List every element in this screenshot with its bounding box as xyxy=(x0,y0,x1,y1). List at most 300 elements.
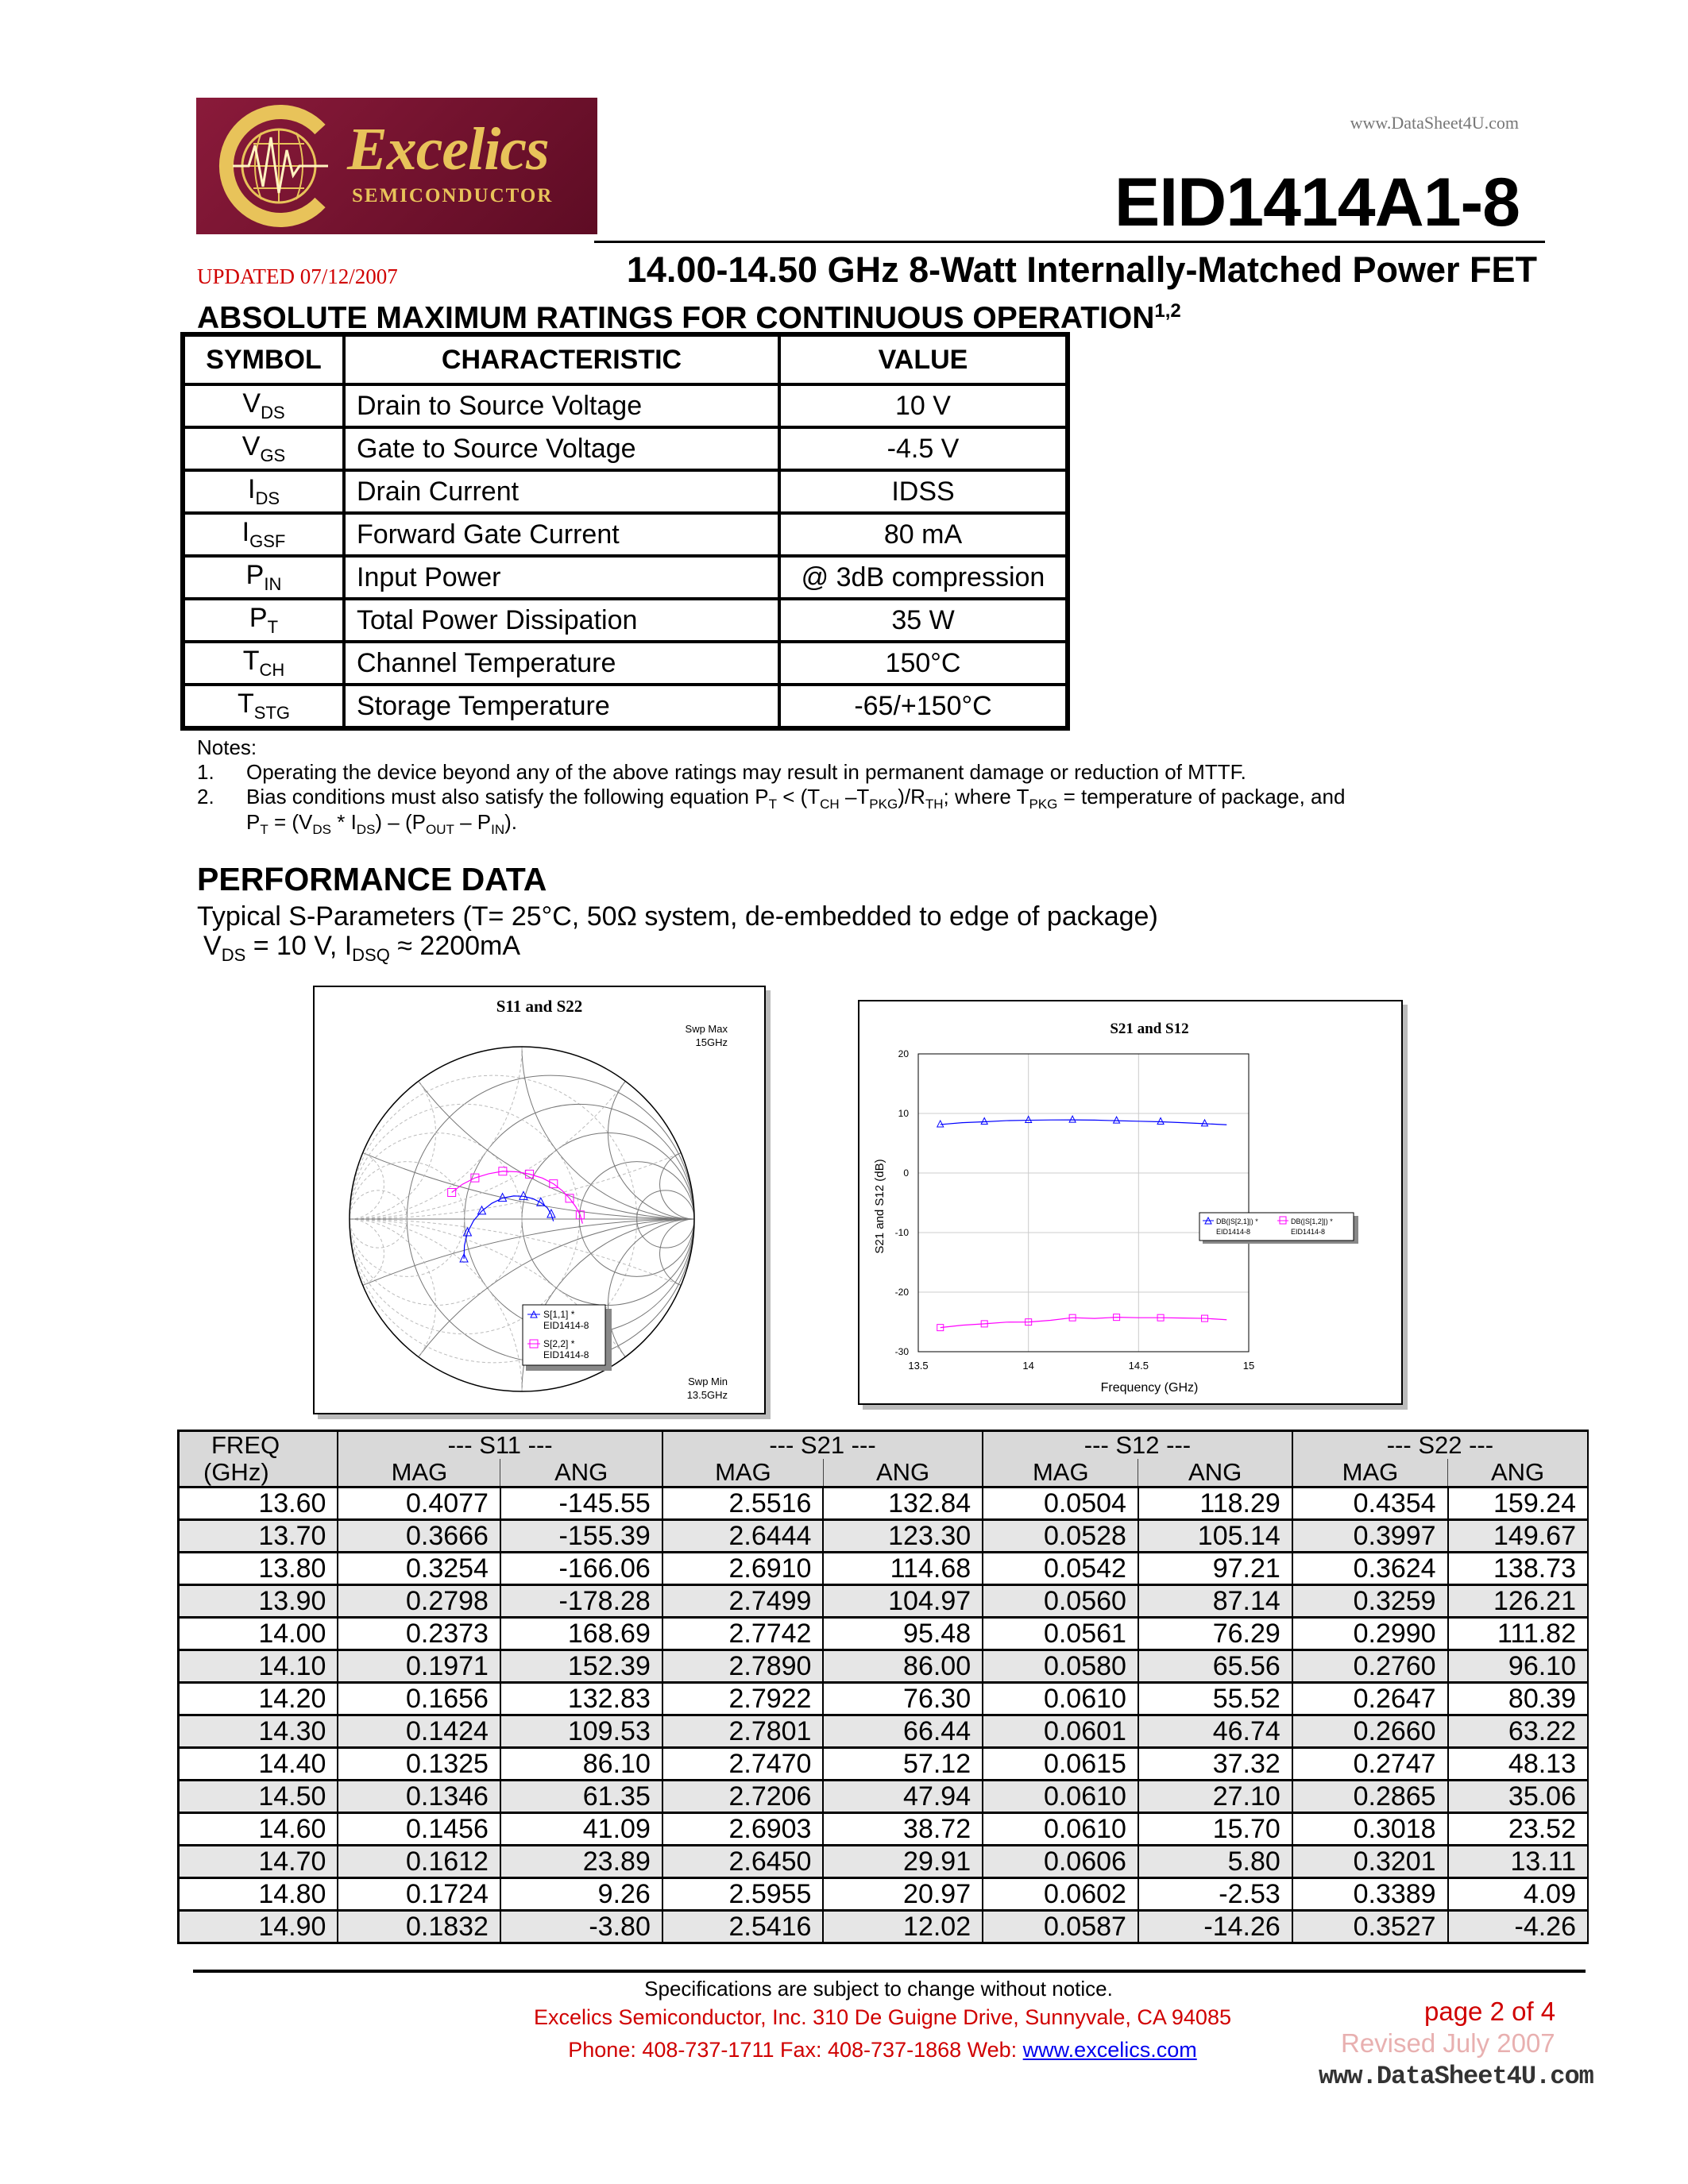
revised-date: Revised July 2007 xyxy=(1341,2028,1555,2058)
table-cell: 14.80 xyxy=(179,1878,338,1911)
table-row xyxy=(179,1846,1589,1878)
product-subtitle: 14.00-14.50 GHz 8-Watt Internally-Matched Power FET xyxy=(626,249,1537,290)
table-cell: 2.5955 xyxy=(662,1878,824,1911)
table-cell: 0.0610 xyxy=(983,1813,1138,1846)
symbol: T xyxy=(237,689,254,720)
table-row xyxy=(179,1683,1589,1715)
sub: TH xyxy=(925,797,944,812)
note-2-text: < (T xyxy=(776,785,821,808)
table-cell: 159.24 xyxy=(1448,1488,1588,1520)
symbol-cell xyxy=(183,599,344,642)
table-cell: 2.6450 xyxy=(662,1846,824,1878)
table-cell: 0.1346 xyxy=(338,1781,500,1813)
sub: IN xyxy=(491,822,505,838)
characteristic-cell: Forward Gate Current xyxy=(344,513,779,556)
subheader-ang: ANG xyxy=(823,1459,983,1488)
note-text: – P xyxy=(454,810,492,834)
table-cell: 123.30 xyxy=(823,1520,983,1553)
note-2-text: Bias conditions must also satisfy the following equation P xyxy=(246,785,769,808)
table-cell: 0.2647 xyxy=(1292,1683,1448,1715)
subheader-freq-unit: (GHz) xyxy=(179,1459,338,1488)
typical-sparams-caption: Typical S-Parameters (T= 25°C, 50Ω system, de-embedded to edge of package) xyxy=(197,901,1158,932)
table-cell: 0.3254 xyxy=(338,1553,500,1585)
table-cell: 2.5516 xyxy=(662,1488,824,1520)
symbol-subscript: IN xyxy=(264,573,282,594)
note-2 xyxy=(197,785,1345,812)
ratings-row xyxy=(183,384,1068,427)
header-s12: --- S12 --- xyxy=(983,1431,1292,1460)
legend-s12: DB(|S[1,2]|) * xyxy=(1291,1217,1333,1225)
sub: OUT xyxy=(426,822,454,838)
table-cell: 48.13 xyxy=(1448,1748,1588,1781)
ratings-heading-sup: 1,2 xyxy=(1154,300,1181,322)
table-cell: 35.06 xyxy=(1448,1781,1588,1813)
ratings-row xyxy=(183,427,1068,470)
table-cell: 20.97 xyxy=(823,1878,983,1911)
ratings-table xyxy=(180,332,1070,731)
watermark-bottom: www.DataSheet4U.com xyxy=(1319,2062,1593,2091)
table-cell: 132.84 xyxy=(823,1488,983,1520)
y-tick-label: -20 xyxy=(894,1287,909,1298)
note-1-text: Operating the device beyond any of the above ratings may result in permanent damage or reduction of MTTF. xyxy=(246,760,1246,784)
table-cell: 138.73 xyxy=(1448,1553,1588,1585)
note-1-num: 1. xyxy=(197,760,214,784)
note-2-text: )/R xyxy=(898,785,925,808)
table-row xyxy=(179,1520,1589,1553)
plot-area xyxy=(918,1054,1249,1352)
table-cell: 0.0560 xyxy=(983,1585,1138,1618)
characteristic-cell: Drain Current xyxy=(344,470,779,513)
table-cell: 2.6903 xyxy=(662,1813,824,1846)
table-cell: 0.2760 xyxy=(1292,1650,1448,1683)
table-cell: 14.70 xyxy=(179,1846,338,1878)
subheader-mag: MAG xyxy=(662,1459,824,1488)
symbol: T xyxy=(242,646,260,677)
s21-s12-chart-svg xyxy=(859,1001,1401,1403)
table-cell: 55.52 xyxy=(1138,1683,1292,1715)
table-cell: 13.70 xyxy=(179,1520,338,1553)
s21-s12-chart xyxy=(858,1000,1403,1405)
susceptance-arc xyxy=(350,1153,384,1219)
note-text: P xyxy=(246,810,261,834)
col-symbol: SYMBOL xyxy=(183,334,344,384)
symbol: V xyxy=(241,431,261,462)
ratings-row xyxy=(183,599,1068,642)
legend-s22-device: EID1414-8 xyxy=(543,1349,589,1360)
table-cell: 97.21 xyxy=(1138,1553,1292,1585)
sweep-max-label: Swp Max xyxy=(685,1023,728,1035)
bias-conditions xyxy=(203,931,520,966)
table-row xyxy=(179,1748,1589,1781)
note-2-line2 xyxy=(246,810,517,838)
table-cell: 0.0504 xyxy=(983,1488,1138,1520)
s21-point xyxy=(1157,1118,1164,1125)
symbol-cell xyxy=(183,513,344,556)
subheader-ang: ANG xyxy=(500,1459,662,1488)
table-cell: 14.30 xyxy=(179,1715,338,1748)
s21-point xyxy=(937,1121,944,1127)
sparameter-table xyxy=(177,1430,1589,1944)
globe-c-icon xyxy=(201,98,344,234)
table-cell: 0.3624 xyxy=(1292,1553,1448,1585)
symbol-cell xyxy=(183,427,344,470)
symbol-cell xyxy=(183,470,344,513)
value-cell: -4.5 V xyxy=(779,427,1068,470)
table-cell: -145.55 xyxy=(500,1488,662,1520)
sweep-min-label: Swp Min xyxy=(688,1376,728,1387)
table-cell: -2.53 xyxy=(1138,1878,1292,1911)
note-text: = (V xyxy=(268,810,313,834)
table-cell: 0.0610 xyxy=(983,1781,1138,1813)
page-number: page 2 of 4 xyxy=(1424,1997,1556,2026)
table-row xyxy=(179,1585,1589,1618)
reactance-arc xyxy=(608,1219,694,1357)
table-cell: 126.21 xyxy=(1448,1585,1588,1618)
note-text: * I xyxy=(331,810,357,834)
table-cell: 76.30 xyxy=(823,1683,983,1715)
symbol-subscript: DS xyxy=(255,488,280,508)
sub: T xyxy=(768,797,777,812)
table-row xyxy=(179,1618,1589,1650)
table-cell: 2.6444 xyxy=(662,1520,824,1553)
table-cell: 13.11 xyxy=(1448,1846,1588,1878)
ratings-row xyxy=(183,685,1068,728)
value-cell: 35 W xyxy=(779,599,1068,642)
table-cell: 14.40 xyxy=(179,1748,338,1781)
x-tick-label: 14.5 xyxy=(1128,1360,1149,1372)
susceptance-arc xyxy=(350,1219,436,1357)
table-cell: -14.26 xyxy=(1138,1911,1292,1943)
header-s22: --- S22 --- xyxy=(1292,1431,1588,1460)
x-tick-label: 13.5 xyxy=(908,1360,929,1372)
table-cell: 0.0602 xyxy=(983,1878,1138,1911)
sub: DS xyxy=(221,944,246,965)
table-row xyxy=(179,1911,1589,1943)
sub: PKG xyxy=(869,797,898,812)
sweep-min-value: 13.5GHz xyxy=(686,1389,728,1401)
table-cell: 2.7499 xyxy=(662,1585,824,1618)
legend-s22: S[2,2] * xyxy=(543,1338,575,1349)
subheader-ang: ANG xyxy=(1448,1459,1588,1488)
table-cell: 4.09 xyxy=(1448,1878,1588,1911)
table-cell: 0.2990 xyxy=(1292,1618,1448,1650)
subheader-mag: MAG xyxy=(983,1459,1138,1488)
legend-s12-device: EID1414-8 xyxy=(1291,1228,1326,1236)
footer-rule xyxy=(193,1970,1586,1973)
table-cell: 132.83 xyxy=(500,1683,662,1715)
table-cell: 65.56 xyxy=(1138,1650,1292,1683)
table-cell: 15.70 xyxy=(1138,1813,1292,1846)
sub: PKG xyxy=(1029,797,1058,812)
table-cell: 14.00 xyxy=(179,1618,338,1650)
y-axis-label: S21 and S12 (dB) xyxy=(873,1159,886,1254)
table-cell: 86.10 xyxy=(500,1748,662,1781)
y-tick-label: -10 xyxy=(894,1227,909,1238)
sub: DS xyxy=(356,822,376,838)
characteristic-cell: Total Power Dissipation xyxy=(344,599,779,642)
value-cell: 150°C xyxy=(779,642,1068,685)
note-2-num: 2. xyxy=(197,785,214,808)
ratings-heading xyxy=(197,294,1181,336)
table-cell: 61.35 xyxy=(500,1781,662,1813)
table-cell: 0.2660 xyxy=(1292,1715,1448,1748)
symbol-subscript: DS xyxy=(261,402,285,423)
table-cell: 57.12 xyxy=(823,1748,983,1781)
table-row xyxy=(179,1781,1589,1813)
table-cell: 149.67 xyxy=(1448,1520,1588,1553)
note-text: ) – (P xyxy=(375,810,426,834)
table-cell: 2.7922 xyxy=(662,1683,824,1715)
s21-point xyxy=(1202,1120,1208,1126)
subheader-mag: MAG xyxy=(1292,1459,1448,1488)
note-2-text: ; where T xyxy=(943,785,1029,808)
table-cell: 0.1456 xyxy=(338,1813,500,1846)
symbol-subscript: T xyxy=(267,616,279,637)
table-cell: 0.2865 xyxy=(1292,1781,1448,1813)
table-cell: 0.0615 xyxy=(983,1748,1138,1781)
value-cell: 80 mA xyxy=(779,513,1068,556)
ratings-heading-text: ABSOLUTE MAXIMUM RATINGS FOR CONTINUOUS OPERATION xyxy=(197,301,1155,335)
y-tick-label: 20 xyxy=(898,1048,909,1059)
table-cell: 0.3201 xyxy=(1292,1846,1448,1878)
table-cell: 14.10 xyxy=(179,1650,338,1683)
symbol: V xyxy=(242,388,261,419)
table-cell: 0.0580 xyxy=(983,1650,1138,1683)
logo-name: Excelics xyxy=(347,116,549,183)
value-cell: @ 3dB compression xyxy=(779,556,1068,599)
table-cell: 0.0601 xyxy=(983,1715,1138,1748)
table-cell: 0.0542 xyxy=(983,1553,1138,1585)
bias-text: V xyxy=(203,931,222,961)
table-cell: 41.09 xyxy=(500,1813,662,1846)
table-cell: 38.72 xyxy=(823,1813,983,1846)
ratings-row xyxy=(183,513,1068,556)
table-cell: 23.52 xyxy=(1448,1813,1588,1846)
subheader-ang: ANG xyxy=(1138,1459,1292,1488)
col-characteristic: CHARACTERISTIC xyxy=(344,334,779,384)
sub: CH xyxy=(820,797,840,812)
table-cell: 0.0561 xyxy=(983,1618,1138,1650)
legend-s11: S[1,1] * xyxy=(543,1309,575,1320)
sub: DSQ xyxy=(352,944,390,965)
table-cell: 0.2747 xyxy=(1292,1748,1448,1781)
line-legend xyxy=(1199,1213,1358,1244)
s21-point xyxy=(1069,1116,1076,1122)
smith-chart xyxy=(313,986,766,1414)
characteristic-cell: Gate to Source Voltage xyxy=(344,427,779,470)
y-tick-label: -30 xyxy=(894,1346,909,1357)
table-cell: 0.0606 xyxy=(983,1846,1138,1878)
s21-point xyxy=(981,1118,987,1125)
table-cell: 2.7801 xyxy=(662,1715,824,1748)
table-row xyxy=(179,1488,1589,1520)
table-cell: 0.3527 xyxy=(1292,1911,1448,1943)
table-cell: 0.1325 xyxy=(338,1748,500,1781)
ratings-row xyxy=(183,642,1068,685)
company-address: Excelics Semiconductor, Inc. 310 De Guigne Drive, Sunnyvale, CA 94085 xyxy=(534,2005,1231,2029)
table-cell: 0.3997 xyxy=(1292,1520,1448,1553)
header-s21: --- S21 --- xyxy=(662,1431,983,1460)
table-cell: 13.90 xyxy=(179,1585,338,1618)
symbol-cell xyxy=(183,384,344,427)
table-cell: 14.20 xyxy=(179,1683,338,1715)
table-cell: 2.7742 xyxy=(662,1618,824,1650)
note-1 xyxy=(197,760,1246,785)
table-cell: 76.29 xyxy=(1138,1618,1292,1650)
table-cell: 0.4077 xyxy=(338,1488,500,1520)
characteristic-cell: Storage Temperature xyxy=(344,685,779,728)
table-cell: 0.1612 xyxy=(338,1846,500,1878)
line-chart-title: S21 and S12 xyxy=(1110,1021,1189,1037)
notes-label: Notes: xyxy=(197,735,257,759)
table-cell: 0.1971 xyxy=(338,1650,500,1683)
sub: DS xyxy=(312,822,331,838)
smith-legend xyxy=(523,1305,612,1371)
table-cell: 0.3666 xyxy=(338,1520,500,1553)
table-cell: 0.0587 xyxy=(983,1911,1138,1943)
updated-date: UPDATED 07/12/2007 xyxy=(197,264,398,288)
bias-text: = 10 V, I xyxy=(245,931,353,961)
subheader-mag: MAG xyxy=(338,1459,500,1488)
symbol: I xyxy=(241,517,250,548)
table-cell: 168.69 xyxy=(500,1618,662,1650)
legend-s11-device: EID1414-8 xyxy=(543,1320,589,1331)
symbol: I xyxy=(247,474,256,505)
table-cell: 114.68 xyxy=(823,1553,983,1585)
symbol-cell xyxy=(183,685,344,728)
table-cell: 87.14 xyxy=(1138,1585,1292,1618)
table-cell: 5.80 xyxy=(1138,1846,1292,1878)
table-row xyxy=(179,1553,1589,1585)
table-cell: 2.5416 xyxy=(662,1911,824,1943)
table-cell: 14.60 xyxy=(179,1813,338,1846)
logo-sub: SEMICONDUCTOR xyxy=(352,185,554,206)
performance-heading: PERFORMANCE DATA xyxy=(197,861,547,897)
y-tick-label: 0 xyxy=(903,1167,909,1179)
table-cell: 37.32 xyxy=(1138,1748,1292,1781)
x-tick-label: 15 xyxy=(1242,1360,1255,1372)
table-cell: 13.80 xyxy=(179,1553,338,1585)
table-row xyxy=(179,1650,1589,1683)
s21-point xyxy=(1114,1117,1120,1123)
susceptance-arc xyxy=(350,1219,384,1285)
value-cell: 10 V xyxy=(779,384,1068,427)
part-number: EID1414A1-8 xyxy=(1114,164,1520,241)
table-cell: 111.82 xyxy=(1448,1618,1588,1650)
table-cell: 12.02 xyxy=(823,1911,983,1943)
table-cell: -178.28 xyxy=(500,1585,662,1618)
value-cell: -65/+150°C xyxy=(779,685,1068,728)
legend-s21-device: EID1414-8 xyxy=(1216,1228,1251,1236)
phone-fax: Phone: 408-737-1711 Fax: 408-737-1868 Web: xyxy=(568,2038,1023,2062)
table-cell: 46.74 xyxy=(1138,1715,1292,1748)
table-cell: -3.80 xyxy=(500,1911,662,1943)
note-2-text: –T xyxy=(839,785,870,808)
table-cell: 13.60 xyxy=(179,1488,338,1520)
table-cell: 104.97 xyxy=(823,1585,983,1618)
table-cell: 0.1832 xyxy=(338,1911,500,1943)
table-cell: 0.2373 xyxy=(338,1618,500,1650)
symbol-subscript: GS xyxy=(260,445,286,465)
table-cell: 14.50 xyxy=(179,1781,338,1813)
table-cell: 109.53 xyxy=(500,1715,662,1748)
table-cell: 66.44 xyxy=(823,1715,983,1748)
table-cell: 29.91 xyxy=(823,1846,983,1878)
table-cell: 14.90 xyxy=(179,1911,338,1943)
symbol-cell xyxy=(183,556,344,599)
x-tick-label: 14 xyxy=(1022,1360,1034,1372)
table-cell: 0.2798 xyxy=(338,1585,500,1618)
website-link[interactable]: www.excelics.com xyxy=(1022,2038,1197,2062)
table-cell: 86.00 xyxy=(823,1650,983,1683)
header-freq: FREQ xyxy=(179,1431,338,1460)
table-cell: 0.0528 xyxy=(983,1520,1138,1553)
table-cell: 96.10 xyxy=(1448,1650,1588,1683)
symbol-subscript: STG xyxy=(253,702,290,723)
y-tick-label: 10 xyxy=(898,1108,909,1119)
x-axis-label: Frequency (GHz) xyxy=(1100,1381,1199,1395)
header-s11: --- S11 --- xyxy=(338,1431,662,1460)
note-text: ). xyxy=(504,810,518,834)
legend-s21: DB(|S[2,1]|) * xyxy=(1216,1217,1258,1225)
table-cell: 0.1656 xyxy=(338,1683,500,1715)
table-cell: 95.48 xyxy=(823,1618,983,1650)
table-cell: 118.29 xyxy=(1138,1488,1292,1520)
col-value: VALUE xyxy=(779,334,1068,384)
table-cell: 105.14 xyxy=(1138,1520,1292,1553)
sub: T xyxy=(260,822,268,838)
characteristic-cell: Input Power xyxy=(344,556,779,599)
value-cell: IDSS xyxy=(779,470,1068,513)
table-cell: 47.94 xyxy=(823,1781,983,1813)
ratings-row xyxy=(183,556,1068,599)
table-row xyxy=(179,1878,1589,1911)
table-cell: 0.1724 xyxy=(338,1878,500,1911)
smith-chart-svg xyxy=(315,987,764,1413)
title-rule xyxy=(594,241,1545,243)
table-cell: 23.89 xyxy=(500,1846,662,1878)
table-cell: 0.3259 xyxy=(1292,1585,1448,1618)
table-cell: 63.22 xyxy=(1448,1715,1588,1748)
symbol-subscript: GSF xyxy=(249,531,286,551)
symbol: P xyxy=(245,560,265,591)
table-cell: 27.10 xyxy=(1138,1781,1292,1813)
table-cell: 0.4354 xyxy=(1292,1488,1448,1520)
company-logo xyxy=(196,98,597,234)
s11-point xyxy=(478,1206,486,1214)
table-cell: 2.7206 xyxy=(662,1781,824,1813)
characteristic-cell: Drain to Source Voltage xyxy=(344,384,779,427)
symbol: P xyxy=(249,603,268,634)
table-cell: 0.1424 xyxy=(338,1715,500,1748)
sweep-max-value: 15GHz xyxy=(695,1036,728,1048)
table-cell: 2.6910 xyxy=(662,1553,824,1585)
table-row xyxy=(179,1813,1589,1846)
smith-title: S11 and S22 xyxy=(496,997,583,1016)
table-cell: 9.26 xyxy=(500,1878,662,1911)
symbol-subscript: CH xyxy=(259,659,285,680)
note-2-text: = temperature of package, and xyxy=(1057,785,1346,808)
symbol-cell xyxy=(183,642,344,685)
watermark-top: www.DataSheet4U.com xyxy=(1350,113,1519,133)
table-cell: -4.26 xyxy=(1448,1911,1588,1943)
susceptance-arc xyxy=(350,1081,436,1219)
ratings-row xyxy=(183,470,1068,513)
table-cell: 0.0610 xyxy=(983,1683,1138,1715)
table-cell: 2.7470 xyxy=(662,1748,824,1781)
table-cell: -166.06 xyxy=(500,1553,662,1585)
bias-text: ≈ 2200mA xyxy=(389,931,521,961)
